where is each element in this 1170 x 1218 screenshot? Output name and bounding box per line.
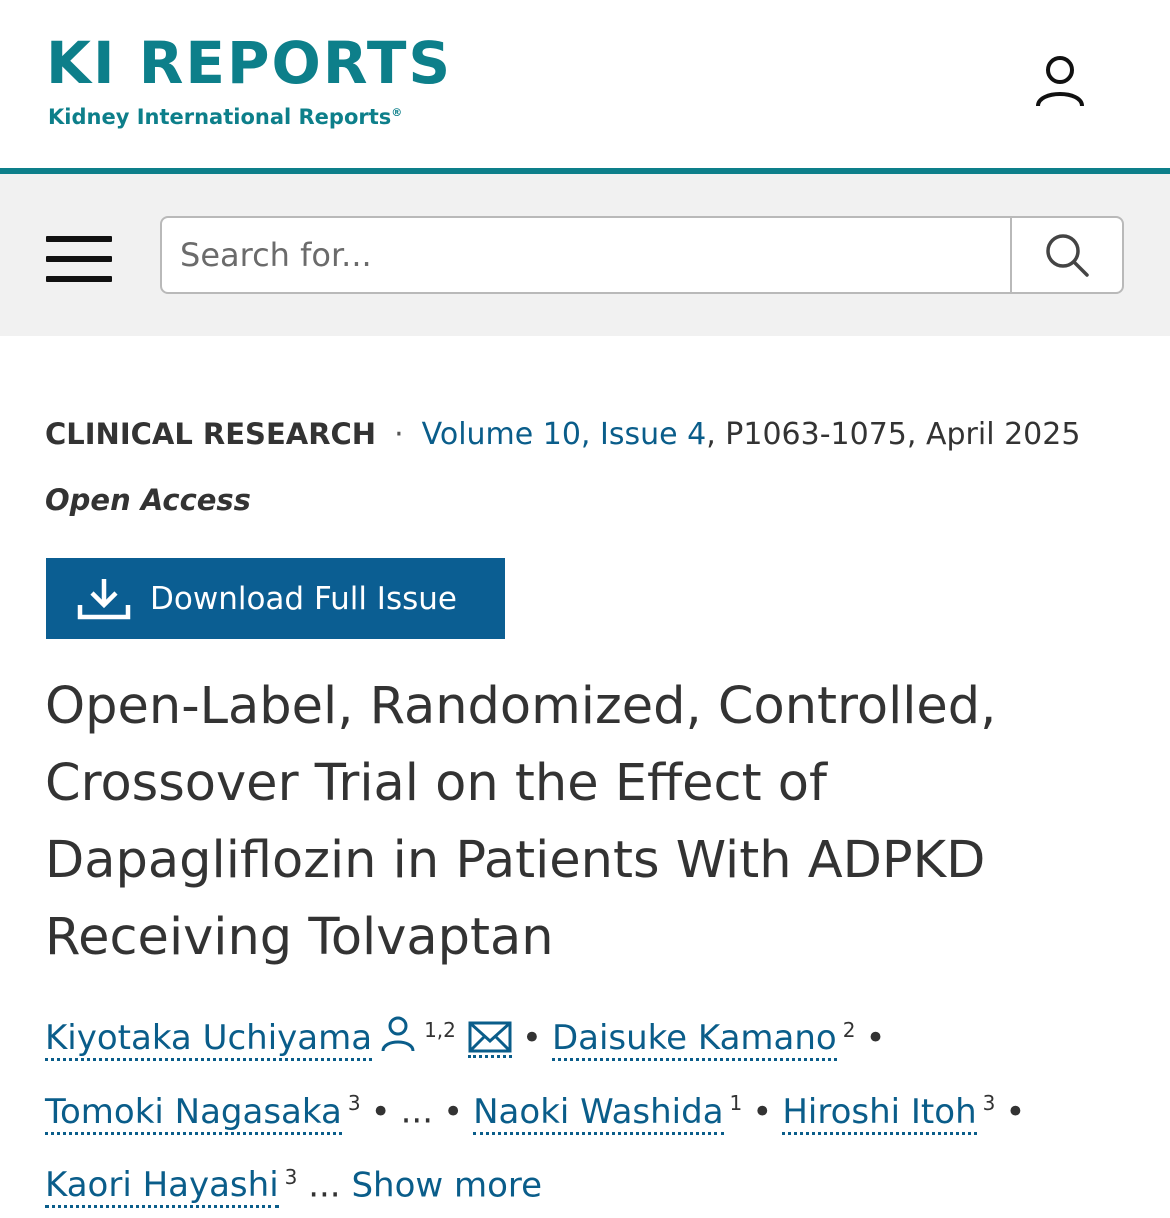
authors-ellipsis: ... bbox=[308, 1164, 341, 1205]
email-link[interactable] bbox=[468, 1021, 512, 1058]
email-icon bbox=[468, 1021, 512, 1053]
search-box bbox=[160, 216, 1124, 294]
affiliation-number: 1 bbox=[729, 1091, 743, 1116]
author-separator: • bbox=[752, 1091, 773, 1132]
site-header bbox=[0, 0, 1170, 168]
pages-date: , P1063-1075, April 2025 bbox=[706, 417, 1081, 452]
author-separator: • bbox=[865, 1018, 886, 1059]
author-separator: • bbox=[1005, 1091, 1026, 1132]
show-more-authors-link[interactable]: Show more bbox=[351, 1164, 543, 1205]
author-link[interactable]: Hiroshi Itoh bbox=[782, 1092, 976, 1135]
download-icon bbox=[76, 577, 132, 621]
download-full-issue-button[interactable] bbox=[46, 558, 505, 639]
hamburger-menu-icon[interactable] bbox=[46, 236, 112, 282]
affiliation-number: 3 bbox=[982, 1091, 996, 1116]
search-bar-section bbox=[0, 174, 1170, 336]
meta-separator: · bbox=[394, 417, 404, 452]
affiliation-number: 1,2 bbox=[424, 1018, 456, 1042]
logo-subtitle-text: Kidney International Reports bbox=[48, 105, 392, 129]
affiliation-number: 3 bbox=[284, 1164, 298, 1189]
author-separator: • bbox=[521, 1018, 542, 1059]
affiliation-number: 3 bbox=[347, 1091, 361, 1116]
section-label: CLINICAL RESEARCH bbox=[45, 417, 377, 451]
author-separator: • bbox=[443, 1091, 464, 1132]
user-icon[interactable] bbox=[1030, 50, 1090, 110]
search-input[interactable] bbox=[162, 218, 1010, 292]
author-list bbox=[45, 998, 1135, 1218]
author-link[interactable]: Tomoki Nagasaka bbox=[45, 1092, 342, 1135]
open-access-label: Open Access bbox=[45, 483, 251, 517]
author-separator: • bbox=[370, 1091, 391, 1132]
author-link[interactable]: Kaori Hayashi bbox=[45, 1165, 279, 1208]
authors-ellipsis: ... bbox=[400, 1091, 434, 1132]
article-meta bbox=[45, 414, 1145, 455]
author-link[interactable]: Naoki Washida bbox=[473, 1092, 723, 1135]
logo-subtitle bbox=[48, 100, 402, 130]
author-link[interactable]: Daisuke Kamano bbox=[552, 1018, 837, 1061]
registered-mark: ® bbox=[391, 106, 403, 119]
volume-issue-link[interactable]: Volume 10, Issue 4 bbox=[421, 417, 707, 452]
article-title: Open-Label, Randomized, Controlled, Crossover Trial on the Effect of Dapagliflozin in Patients With ADPKD Receiving Tolvaptan bbox=[45, 677, 997, 967]
corresponding-author-icon[interactable] bbox=[378, 1013, 418, 1053]
download-label: Download Full Issue bbox=[150, 580, 457, 617]
logo[interactable]: KI REPORTS bbox=[46, 29, 453, 97]
search-icon bbox=[1042, 230, 1092, 280]
search-button[interactable] bbox=[1010, 218, 1122, 292]
affiliation-number: 2 bbox=[842, 1018, 856, 1042]
author-link[interactable]: Kiyotaka Uchiyama bbox=[45, 1018, 372, 1061]
